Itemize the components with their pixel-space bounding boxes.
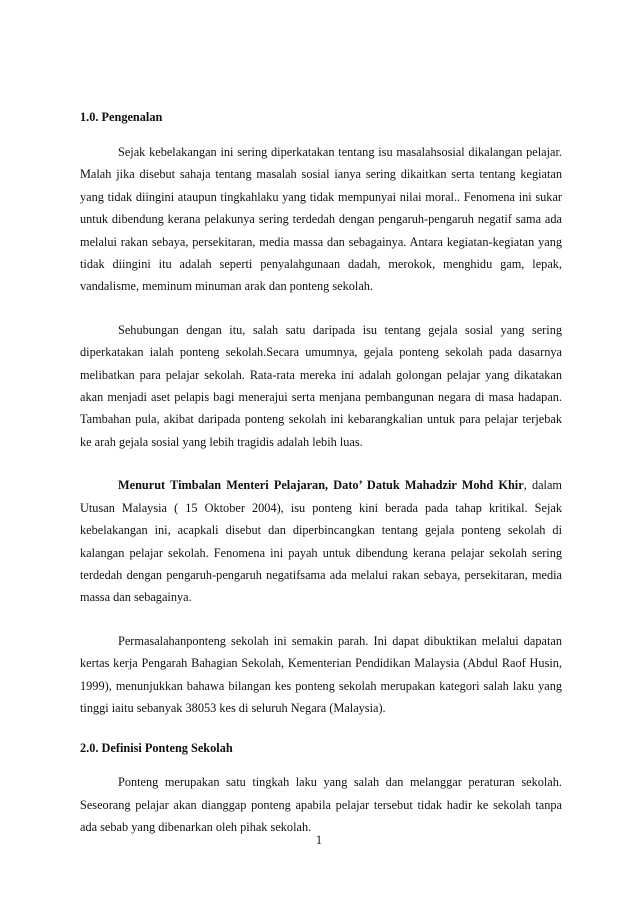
paragraph-4: Permasalahanponteng sekolah ini semakin parah. Ini dapat dibuktikan melalui dapatan kertas kerja Pengarah Bahagian Sekolah, Kementerian Pendidikan Malaysia (Abdul Raof Husin, 1999), menunjukkan bahawa bilangan kes ponteng sekolah merupakan kategori salah laku yang tinggi iaitu sebanyak 38053 kes di seluruh Negara (Malaysia). <box>80 633 562 715</box>
paragraph-2: Sehubungan dengan itu, salah satu daripada isu tentang gejala sosial yang sering diperkatakan ialah ponteng sekolah.Secara umumnya, gejala ponteng sekolah pada dasarnya melibatkan para pelajar sekolah. Rata-rata mereka ini adalah golongan pelajar yang dikatakan akan menjadi aset pelapis bagi menerajui serta menjana pembangunan negara di masa hadapan. Tambahan pula, akibat daripada ponteng sekolah ini kebarangkalian untuk para pelajar terjebak ke arah gejala sosial yang lebih tragidis adalah lebih luas. <box>80 322 562 449</box>
page-content <box>80 109 562 860</box>
paragraph-3-body: , dalam Utusan Malaysia ( 15 Oktober 2004), isu ponteng kini berada pada tahap kritikal. Sejak kebelakangan ini, acapkali disebut dan diperbincangkan tentang gejala ponteng sekolah di kalangan pelajar sekolah. Fenomena ini payah untuk dibendung kerana pelajar sekolah sering terdedah dengan pengaruh-pengaruh negatifsama ada melalui rakan sebaya, persekitaran, media massa dan sebagainya. <box>80 478 562 605</box>
paragraph-5: Ponteng merupakan satu tingkah laku yang salah dan melanggar peraturan sekolah. Seseorang pelajar akan dianggap ponteng apabila pelajar tersebut tidak hadir ke sekolah tanpa ada sebab yang dibenarkan oleh pihak sekolah. <box>80 775 562 835</box>
page-number: 1 <box>315 833 323 847</box>
section-heading-definisi: 2.0. Definisi Ponteng Sekolah <box>80 741 233 756</box>
section-heading-pengenalan: 1.0. Pengenalan <box>80 110 163 124</box>
paragraph-3-bold-lead: Menurut Timbalan Menteri Pelajaran, Dato’ Datuk Mahadzir Mohd Khir <box>118 478 524 493</box>
paragraph-3 <box>80 474 562 608</box>
paragraph-1: Sejak kebelakangan ini sering diperkatakan tentang isu masalahsosial dikalangan pelajar. Malah jika disebut sahaja tentang masalah sosial ianya sering dikaitkan serta tentang kegiatan yang tidak diingini ataupun tingkahlaku yang tidak mempunyai nilai moral.. Fenomena ini sukar untuk dibendung kerana pelakunya sering terdedah dengan pengaruh-pengaruh negatif sama ada melalui rakan sebaya, persekitaran, media massa dan sebagainya. Antara kegiatan-kegiatan yang tidak diingini itu adalah seperti penyalahgunaan dadah, merokok, menghidu gam, lepak, vandalisme, meminum minuman arak dan ponteng sekolah. <box>80 145 562 294</box>
